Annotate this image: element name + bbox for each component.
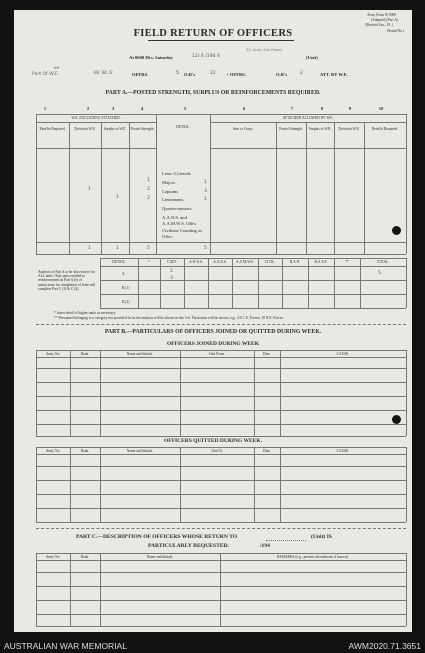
we-value: III/ 34 /2 bbox=[94, 71, 113, 76]
col-number: 7 bbox=[290, 106, 294, 111]
total-value: 1 bbox=[88, 246, 91, 251]
analysis-header: R.A.A.F. bbox=[314, 260, 328, 264]
joined-col-rank: Rank. bbox=[80, 352, 90, 356]
punch-hole bbox=[392, 415, 401, 424]
aif-value: AIF bbox=[54, 66, 60, 70]
rank-aans: A.A.N.S. and A.A.M.W.S. Offrs. bbox=[162, 215, 197, 226]
ors-label: O.R's bbox=[184, 72, 196, 77]
form-page bbox=[14, 10, 412, 632]
posted-value: 2 bbox=[147, 196, 150, 201]
date-value: 12/ 6 /194 4 bbox=[192, 54, 220, 59]
quitted-heading: OFFICERS QUITTED DURING WEEK. bbox=[164, 438, 262, 444]
col-header-reinforcements: Rein'fts Required. bbox=[39, 127, 66, 131]
col-header-deficient-att: Deficient W.E. bbox=[338, 127, 360, 131]
footer-left: AUSTRALIAN WAR MEMORIAL bbox=[4, 641, 127, 651]
rank-majors: Majors bbox=[162, 180, 176, 185]
part-of-label: Part Of W.E. bbox=[32, 72, 60, 77]
posted-value: 1 bbox=[147, 178, 150, 183]
joined-col-cause: CAUSE. bbox=[336, 352, 350, 356]
unit-value: 2/1 Aust. Adv Depot bbox=[246, 48, 283, 52]
part-a-heading: PART A.—POSTED STRENGTH, SURPLUS OR REINFORCEMENTS REQUIRED. bbox=[105, 90, 321, 96]
rank-quartermasters: Quarter-masters bbox=[162, 206, 192, 211]
we-excluding-header: W.E. EXCLUDING ATTACHED. bbox=[71, 116, 121, 120]
deficient-value: 1 bbox=[88, 187, 91, 192]
attached-allowed-header: ATTACHED ALLOWED BY W.E. bbox=[282, 116, 334, 120]
plus-ors-value: 2 bbox=[300, 71, 303, 76]
part-c-col-name: Name and Initials. bbox=[146, 555, 174, 559]
plus-ors-label: O.R's bbox=[276, 72, 288, 77]
rank-value: 1 bbox=[204, 180, 207, 185]
quitted-col-date: Date. bbox=[263, 449, 271, 453]
col-number: 5 bbox=[183, 106, 187, 111]
analysis-text: Analysis of Part A to be shown here for ALL units. Only units entitled to reinforcements in Part A (e) of instructions for completion of form will complete Part C (1) & C (2). bbox=[38, 270, 96, 291]
rank-civilians: Civilians Counting as Offrs. bbox=[162, 228, 202, 239]
ors-value: 22 bbox=[210, 71, 216, 76]
serial-label: (Serial No.) bbox=[387, 29, 404, 33]
offrs-label: OFFRS. bbox=[132, 72, 149, 77]
army-form-number: Army Form W.3008 bbox=[366, 13, 396, 17]
title-underline bbox=[148, 40, 294, 41]
detail-header: DETAIL. bbox=[176, 125, 190, 129]
rank-value: 3 bbox=[204, 189, 207, 194]
analysis-header: TOTAL. bbox=[376, 260, 390, 264]
footnote-1: * Insert detail of higher ranks as necessary. bbox=[54, 311, 116, 315]
quitted-col-army-no: Army No. bbox=[45, 449, 61, 453]
offrs-value: 5 bbox=[176, 71, 179, 76]
analysis-header: A.A.M.W.S. bbox=[236, 260, 254, 264]
analysis-row-label: B.(2) bbox=[122, 300, 130, 304]
col-number: 2 bbox=[86, 106, 90, 111]
quitted-col-rank: Rank. bbox=[80, 449, 90, 453]
analysis-header: A.W.A.S. bbox=[189, 260, 203, 264]
joined-heading: OFFICERS JOINED DURING WEEK bbox=[166, 341, 260, 347]
att-label: ATT. BY W.E. bbox=[320, 72, 348, 77]
unit-label: (Unit) bbox=[306, 55, 318, 60]
punch-hole bbox=[392, 226, 401, 235]
part-b-heading: PART B.—PARTICULARS OF OFFICERS JOINED OR QUITTED DURING WEEK. bbox=[104, 329, 322, 335]
rank-lieut-colonels: Lieut.-Colonels bbox=[162, 171, 191, 176]
rank-lieutenants: Lieutenants bbox=[162, 197, 184, 202]
col-header-surplus-att: Surplus to W.E. bbox=[308, 127, 332, 131]
col-header-arm: Arm or Corps. bbox=[232, 127, 254, 131]
part-c-col-remarks: REMARKS (e.g., present whereabouts if known). bbox=[277, 555, 349, 559]
col-header-reinforcements-att: Rein'fts Required. bbox=[372, 127, 398, 131]
col-header-surplus: Surplus to W.E. bbox=[103, 127, 127, 131]
plus-offrs-label: + OFFRS. bbox=[226, 72, 246, 77]
part-c-date: /194 bbox=[260, 543, 270, 549]
joined-col-name: Name and Initials. bbox=[126, 352, 154, 356]
analysis-header: DETAIL. bbox=[112, 260, 126, 264]
rank-value: 1 bbox=[204, 197, 207, 202]
analysis-row-label: A. bbox=[122, 272, 126, 276]
joined-col-army-no: Army No. bbox=[45, 352, 61, 356]
footnote-2: ** Personnel belonging to a category not provided for in the analysis will be shown in this Col. Particulars will be shown, e.g., 2/5 C.E. Forces; 10 N.E. Forces. bbox=[54, 316, 284, 320]
total-value: 5 bbox=[204, 246, 207, 251]
col-number: 4 bbox=[140, 106, 144, 111]
col-number: 9 bbox=[348, 106, 352, 111]
analysis-total-value: 5 bbox=[378, 271, 381, 276]
analysis-row-label: B.(1) bbox=[122, 286, 130, 290]
total-value: 1 bbox=[116, 246, 119, 251]
analysis-value: 3 bbox=[170, 276, 173, 281]
quitted-col-cause: CAUSE. bbox=[336, 449, 350, 453]
revised-label: (Revised Jan., 19..) bbox=[365, 23, 393, 27]
analysis-value: 2 bbox=[170, 269, 173, 274]
col-number: 3 bbox=[111, 106, 115, 111]
col-number: 8 bbox=[320, 106, 324, 111]
form-title: FIELD RETURN OF OFFICERS bbox=[133, 28, 293, 39]
col-number: 1 bbox=[43, 106, 47, 111]
col-header-posted: Posted Strength. bbox=[130, 127, 155, 131]
col-number: 10 bbox=[378, 106, 384, 111]
posted-value: 2 bbox=[147, 187, 150, 192]
joined-col-unit: Unit From. bbox=[209, 352, 225, 356]
col-number: 6 bbox=[242, 106, 246, 111]
col-header-posted-att: Posted Strength. bbox=[279, 127, 303, 131]
part-c-unit-label: (Unit) IS bbox=[311, 534, 332, 540]
part-c-heading: PART C.—DESCRIPTION OF OFFICERS WHOSE RETURN TO bbox=[76, 534, 238, 540]
rank-captains: Captains bbox=[162, 189, 179, 194]
joined-col-date: Date. bbox=[263, 352, 271, 356]
quitted-col-unit: Unit To bbox=[211, 449, 223, 453]
part-c-subheading: PARTICULARLY REQUESTED. bbox=[148, 543, 230, 549]
part-c-col-army-no: Army No. bbox=[45, 555, 61, 559]
at-line: At 0600 Hrs. Saturday bbox=[129, 55, 174, 60]
analysis-header: * bbox=[148, 260, 150, 264]
analysis-header: C.M.F. bbox=[167, 260, 177, 264]
adapted-label: (Adapted) (Part A) bbox=[371, 18, 398, 22]
analysis-header: R.A.N. bbox=[289, 260, 301, 264]
part-c-col-rank: Rank. bbox=[80, 555, 90, 559]
footer-right: AWM2020.71.3651 bbox=[348, 641, 421, 651]
total-value: 5 bbox=[147, 246, 150, 251]
analysis-header: CIVIL. bbox=[264, 260, 276, 264]
analysis-header: ** bbox=[345, 260, 349, 264]
col-header-deficient: Deficient W.E. bbox=[74, 127, 96, 131]
quitted-col-name: Name and Initials. bbox=[126, 449, 154, 453]
surplus-value: 1 bbox=[116, 195, 119, 200]
analysis-header: A.A.N.S. bbox=[213, 260, 227, 264]
